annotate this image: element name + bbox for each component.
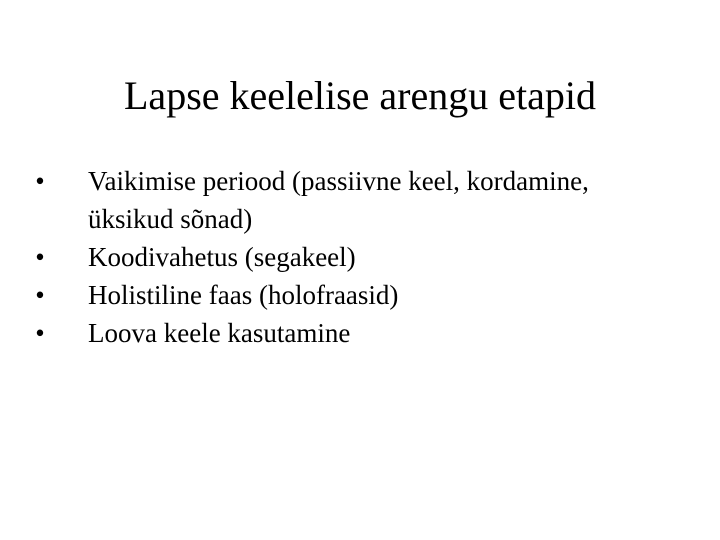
bullet-icon: • [35, 318, 45, 348]
bullet-text: Koodivahetus (segakeel) [88, 242, 356, 272]
bullet-text: Holistiline faas (holofraasid) [88, 280, 399, 310]
bullet-list [30, 162, 670, 352]
bullet-item-3 [30, 276, 670, 314]
bullet-item-2 [30, 238, 670, 276]
bullet-text: Vaikimise periood (passiivne keel, kordamine, üksikud sõnad) [88, 166, 589, 234]
bullet-item-1 [30, 162, 670, 238]
bullet-text: Loova keele kasutamine [88, 318, 351, 348]
slide-title: Lapse keelelise arengu etapid [124, 73, 596, 118]
bullet-item-4 [30, 314, 670, 352]
bullet-icon: • [35, 280, 45, 310]
bullet-icon: • [35, 166, 45, 196]
bullet-icon: • [35, 242, 45, 272]
